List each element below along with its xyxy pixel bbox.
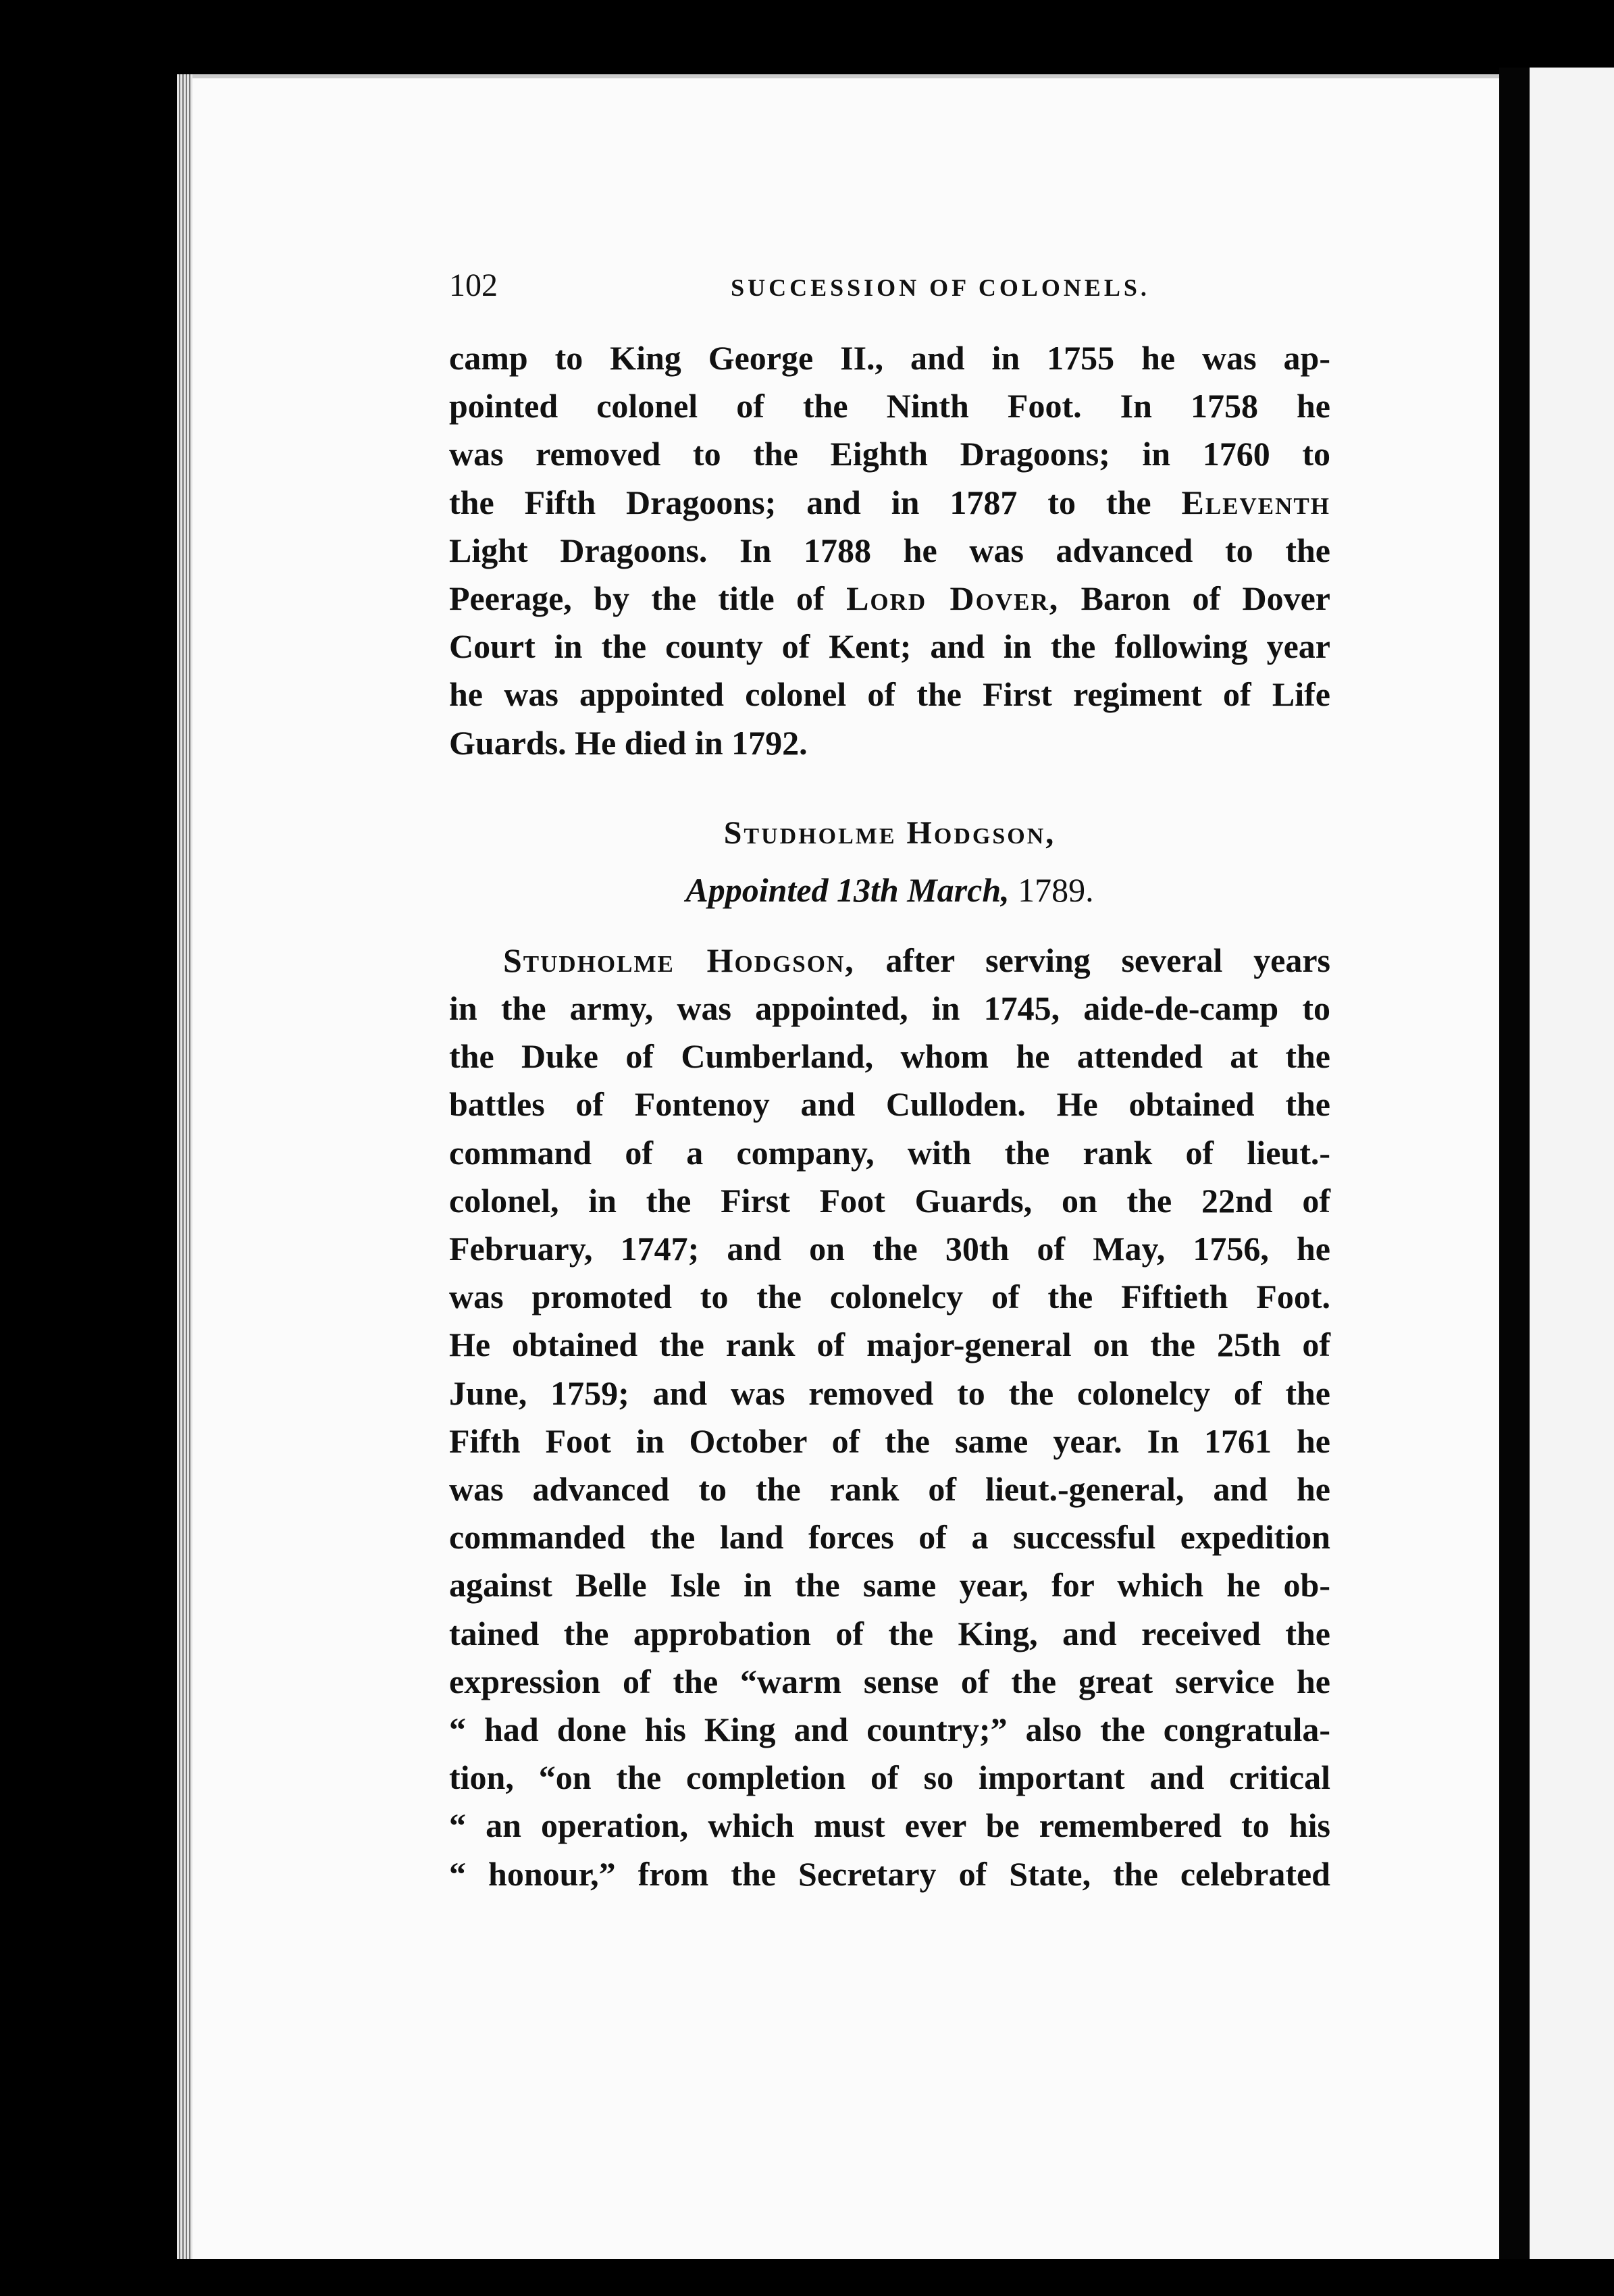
text-line: was removed to the Eighth Dragoons; in 1760 to bbox=[449, 435, 1330, 473]
text-line: “ an operation, which must ever be remembered to his bbox=[449, 1806, 1330, 1845]
page-number: 102 bbox=[449, 267, 498, 303]
text-line: was promoted to the colonelcy of the Fiftieth Foot. bbox=[449, 1278, 1330, 1316]
text-line: pointed colonel of the Ninth Foot. In 1758 he bbox=[449, 387, 1330, 425]
text-line: “ honour,” from the Secretary of State, the celebrated bbox=[449, 1854, 1330, 1893]
text-line bbox=[449, 479, 1330, 527]
text-line: was advanced to the rank of lieut.-general, and he bbox=[449, 1470, 1330, 1509]
text-fragment: Peerage, by the title of bbox=[449, 579, 825, 618]
appointment-line bbox=[449, 870, 1330, 910]
text-line: command of a company, with the rank of lieut.- bbox=[449, 1133, 1330, 1172]
text-line: the Duke of Cumberland, whom he attended at the bbox=[449, 1037, 1330, 1076]
text-fragment: the Fifth Dragoons; and in 1787 to the bbox=[449, 483, 1151, 521]
page-content bbox=[449, 267, 1330, 1898]
facing-page-edge bbox=[1530, 68, 1614, 2262]
text-line bbox=[449, 575, 1330, 623]
text-line: Fifth Foot in October of the same year. In 1761 he bbox=[449, 1421, 1330, 1460]
text-line: tion, “on the completion of so important and critical bbox=[449, 1758, 1330, 1797]
text-line: colonel, in the First Foot Guards, on the 22nd of bbox=[449, 1181, 1330, 1220]
paragraph-2 bbox=[449, 937, 1330, 1898]
text-line: expression of the “warm sense of the great service he bbox=[449, 1662, 1330, 1700]
text-line: against Belle Isle in the same year, for which he ob- bbox=[449, 1566, 1330, 1604]
paragraph-1 bbox=[449, 334, 1330, 767]
text-line: in the army, was appointed, in 1745, aide-de-camp to bbox=[449, 989, 1330, 1028]
appointment-year: 1789. bbox=[1018, 870, 1094, 909]
binding-gutter bbox=[1499, 68, 1530, 2269]
text-line: Guards. He died in 1792. bbox=[449, 723, 808, 762]
text-line bbox=[449, 937, 1330, 985]
text-line: tained the approbation of the King, and received the bbox=[449, 1614, 1330, 1652]
small-caps-name: Lord Dover, bbox=[846, 579, 1060, 618]
text-line: Court in the county of Kent; and in the following year bbox=[449, 627, 1330, 666]
text-line: camp to King George II., and in 1755 he was ap- bbox=[449, 339, 1330, 377]
text-line: June, 1759; and was removed to the colonelcy of the bbox=[449, 1374, 1330, 1412]
text-line: February, 1747; and on the 30th of May, 1756, he bbox=[449, 1230, 1330, 1268]
text-line: Light Dragoons. In 1788 he was advanced to the bbox=[449, 531, 1330, 569]
text-line: battles of Fontenoy and Culloden. He obtained the bbox=[449, 1085, 1330, 1124]
small-caps-name: Studholme Hodgson, bbox=[503, 941, 855, 979]
text-fragment: after serving several years bbox=[885, 941, 1331, 979]
text-line: “ had done his King and country;” also the congratula- bbox=[449, 1711, 1330, 1749]
text-fragment: Baron of Dover bbox=[1081, 579, 1331, 618]
text-line: He obtained the rank of major-general on the 25th of bbox=[449, 1326, 1330, 1364]
text-line: commanded the land forces of a successful expedition bbox=[449, 1518, 1330, 1557]
small-caps-name: Eleventh bbox=[1181, 483, 1330, 521]
appointment-date: Appointed 13th March, bbox=[685, 870, 1010, 909]
text-line: he was appointed colonel of the First regiment of Life bbox=[449, 675, 1330, 714]
section-heading: Studholme Hodgson, bbox=[723, 814, 1056, 851]
running-title: SUCCESSION OF COLONELS. bbox=[731, 274, 1150, 301]
scan-border bbox=[177, 2259, 1614, 2296]
running-head bbox=[449, 267, 1330, 334]
